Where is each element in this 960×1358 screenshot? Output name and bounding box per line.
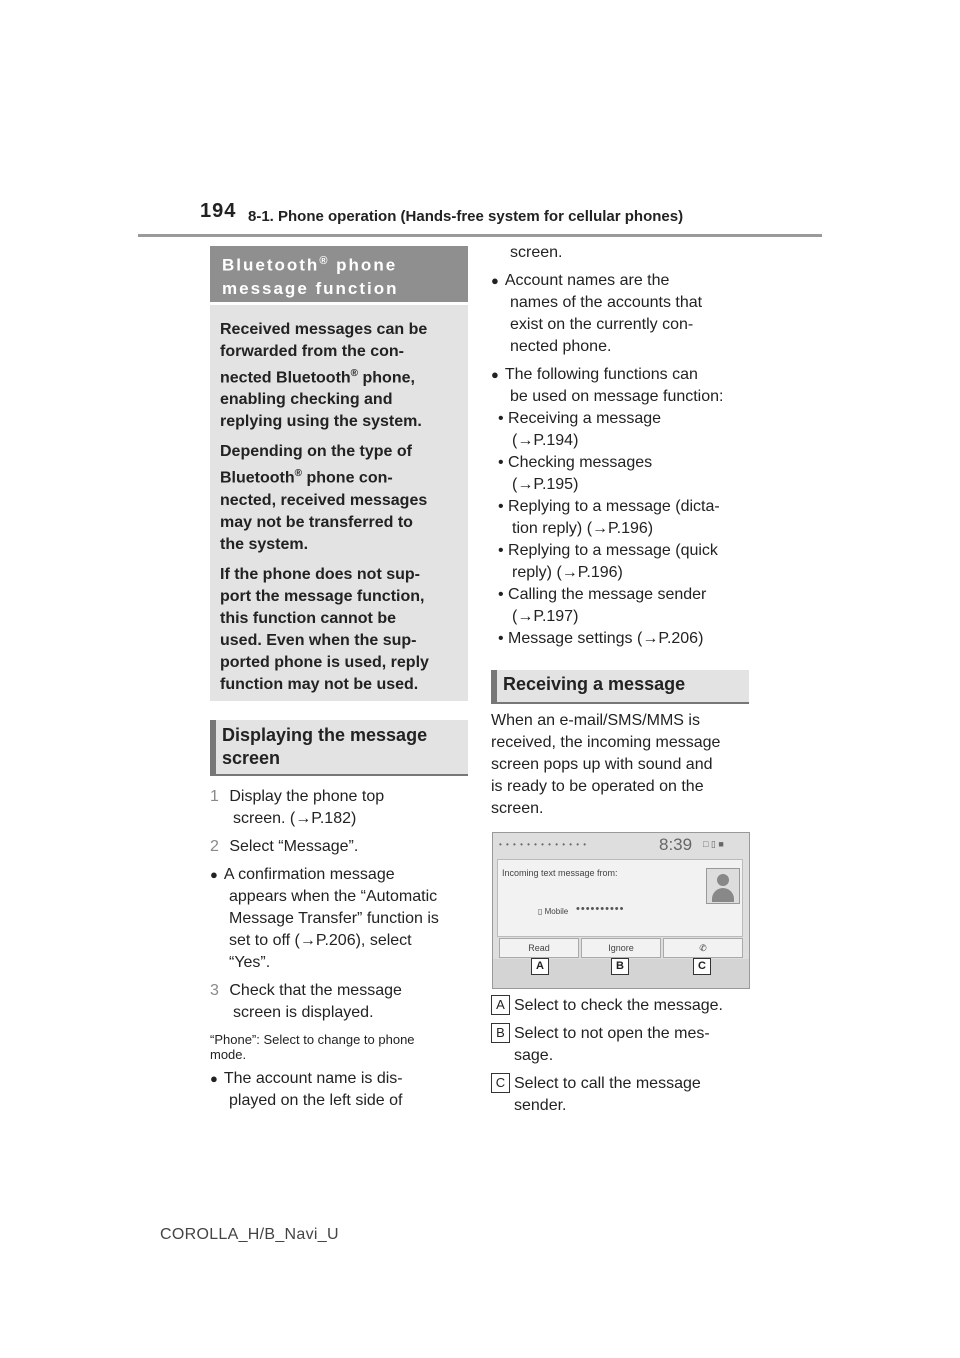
bullet-text: ● Account names are the — [491, 272, 669, 289]
bullet-functions — [491, 364, 753, 408]
bullet-account-name — [210, 1068, 472, 1112]
receiving-message-heading — [491, 670, 749, 704]
footer-document-id: COROLLA_H/B_Navi_U — [160, 1226, 339, 1243]
bullet-account-name-cont — [510, 242, 562, 264]
summary-line: Bluetooth — [220, 469, 295, 487]
call-button[interactable]: ✆ — [663, 938, 743, 958]
paragraph-line: screen. — [491, 800, 544, 817]
summary-line: Depending on the type of — [220, 443, 412, 461]
phone-mode-note — [210, 1032, 472, 1062]
receiving-paragraph — [491, 710, 753, 820]
callout-c: C — [693, 958, 711, 975]
heading-text: Bluetooth — [222, 255, 320, 275]
bullet-text: ● The following functions can — [491, 366, 698, 383]
step-text: screen is displayed. — [233, 1004, 374, 1021]
step-3 — [210, 980, 472, 1024]
summary-line: used. Even when the sup- — [220, 631, 417, 649]
summary-line: the system. — [220, 535, 309, 553]
read-button[interactable]: Read — [499, 938, 579, 958]
legend-text: Select to check the message. — [514, 997, 723, 1014]
summary-line: phone con- — [302, 469, 393, 487]
mobile-label: ▯ Mobile — [538, 907, 569, 916]
step-1 — [210, 786, 472, 830]
list-item-text: (→P.195) — [512, 476, 579, 493]
ignore-button[interactable]: Ignore — [581, 938, 661, 958]
bullet-text: “Yes”. — [229, 954, 271, 971]
list-item-text: reply) (→P.196) — [512, 564, 623, 581]
bullet-confirmation — [210, 864, 472, 974]
heading-text: message function — [222, 278, 399, 298]
bullet-text: be used on message function: — [510, 388, 724, 405]
list-item-text: • Replying to a message (dicta- — [498, 498, 720, 515]
functions-list — [498, 408, 760, 650]
list-item — [498, 408, 760, 452]
summary-line: enabling checking and — [220, 391, 393, 409]
paragraph-line: When an e-mail/SMS/MMS is — [491, 712, 700, 729]
bullet-text: nected phone. — [510, 338, 612, 355]
heading-text: Receiving a message — [503, 674, 686, 694]
legend-key: A — [491, 995, 510, 1015]
heading-text: screen — [222, 748, 281, 768]
note-text: “Phone”: Select to change to phone — [210, 1032, 415, 1047]
account-dots: • • • • • • • • • • • • • — [499, 840, 588, 849]
section-title: 8-1. Phone operation (Hands-free system for cellular phones) — [248, 208, 684, 225]
registered-mark: ® — [319, 255, 330, 267]
bullet-text: set to off (→P.206), select — [229, 932, 412, 949]
callout-a: A — [531, 958, 549, 975]
legend-text: Select to call the message — [514, 1075, 701, 1092]
note-text: mode. — [210, 1047, 247, 1062]
step-text: Select “Message”. — [229, 838, 359, 855]
bullet-text: played on the left side of — [229, 1092, 403, 1109]
incoming-message-screen — [492, 832, 750, 989]
bullet-text: exist on the currently con- — [510, 316, 694, 333]
legend-key: C — [491, 1073, 510, 1093]
list-item — [498, 452, 760, 496]
summary-box — [210, 305, 468, 701]
step-number: 1 — [210, 788, 219, 805]
registered-mark: ® — [350, 368, 359, 379]
list-item-text: • Replying to a message (quick — [498, 542, 718, 559]
step-2 — [210, 836, 358, 858]
summary-line: port the message function, — [220, 587, 425, 605]
summary-line: Received messages can be — [220, 321, 428, 338]
paragraph-line: received, the incoming message — [491, 734, 721, 751]
summary-paragraph-2 — [220, 441, 462, 555]
bullet-text: Message Transfer” function is — [229, 910, 439, 927]
bullet-text: screen. — [510, 244, 563, 261]
list-item-text: (→P.197) — [512, 608, 579, 625]
page-number: 194 — [200, 200, 237, 222]
summary-line: forwarded from the con- — [220, 343, 405, 360]
summary-line: nected Bluetooth — [220, 369, 351, 387]
heading-text: Displaying the message — [222, 725, 428, 745]
bullet-text: ● The account name is dis- — [210, 1070, 403, 1087]
list-item-text: (→P.194) — [512, 432, 579, 449]
step-number: 3 — [210, 982, 219, 999]
bullet-text: names of the accounts that — [510, 294, 703, 311]
legend-text: sage. — [514, 1047, 554, 1064]
list-item-text: • Receiving a message — [498, 410, 662, 427]
registered-mark: ® — [294, 468, 303, 480]
paragraph-line: screen pops up with sound and — [491, 756, 713, 773]
summary-paragraph-1 — [220, 319, 462, 433]
heading-text: phone — [329, 255, 398, 275]
incoming-label: Incoming text message from: — [502, 868, 618, 878]
bullet-text: appears when the “Automatic — [229, 888, 438, 905]
legend-text: sender. — [514, 1097, 567, 1114]
list-item — [498, 540, 760, 584]
summary-line: replying using the system. — [220, 413, 422, 431]
callout-b: B — [611, 958, 629, 975]
legend-text: Select to not open the mes- — [514, 1025, 710, 1042]
summary-line: phone, — [358, 369, 415, 387]
incoming-message-panel — [497, 859, 743, 937]
step-text: Check that the message — [229, 982, 402, 999]
step-number: 2 — [210, 838, 219, 855]
header-divider — [138, 234, 822, 237]
sender-number: •••••••••• — [576, 903, 625, 915]
list-item-text: • Checking messages — [498, 454, 653, 471]
screen-status-bar — [493, 833, 749, 855]
avatar-icon — [706, 868, 740, 904]
summary-line: nected, received messages — [220, 491, 428, 509]
list-item — [498, 628, 760, 650]
paragraph-line: is ready to be operated on the — [491, 778, 704, 795]
list-item-text: tion reply) (→P.196) — [512, 520, 654, 537]
step-text: Display the phone top — [229, 788, 385, 805]
summary-line: may not be transferred to — [220, 513, 413, 531]
step-text: screen. (→P.182) — [233, 810, 357, 827]
summary-line: ported phone is used, reply — [220, 653, 429, 671]
summary-paragraph-3 — [220, 564, 462, 696]
status-icons: □ ▯ ■ — [703, 839, 724, 849]
list-item — [498, 584, 760, 628]
summary-line: this function cannot be — [220, 609, 396, 627]
list-item-text: • Message settings (→P.206) — [498, 630, 704, 647]
displaying-message-screen-heading — [210, 720, 468, 776]
legend-key: B — [491, 1023, 510, 1043]
clock: 8:39 — [659, 835, 693, 854]
list-item-text: • Calling the message sender — [498, 586, 707, 603]
bluetooth-message-function-heading — [210, 246, 468, 302]
list-item — [498, 496, 760, 540]
summary-line: function may not be used. — [220, 675, 419, 693]
bullet-account-names — [491, 270, 753, 358]
summary-line: If the phone does not sup- — [220, 565, 420, 583]
bullet-text: ● A confirmation message — [210, 866, 395, 883]
